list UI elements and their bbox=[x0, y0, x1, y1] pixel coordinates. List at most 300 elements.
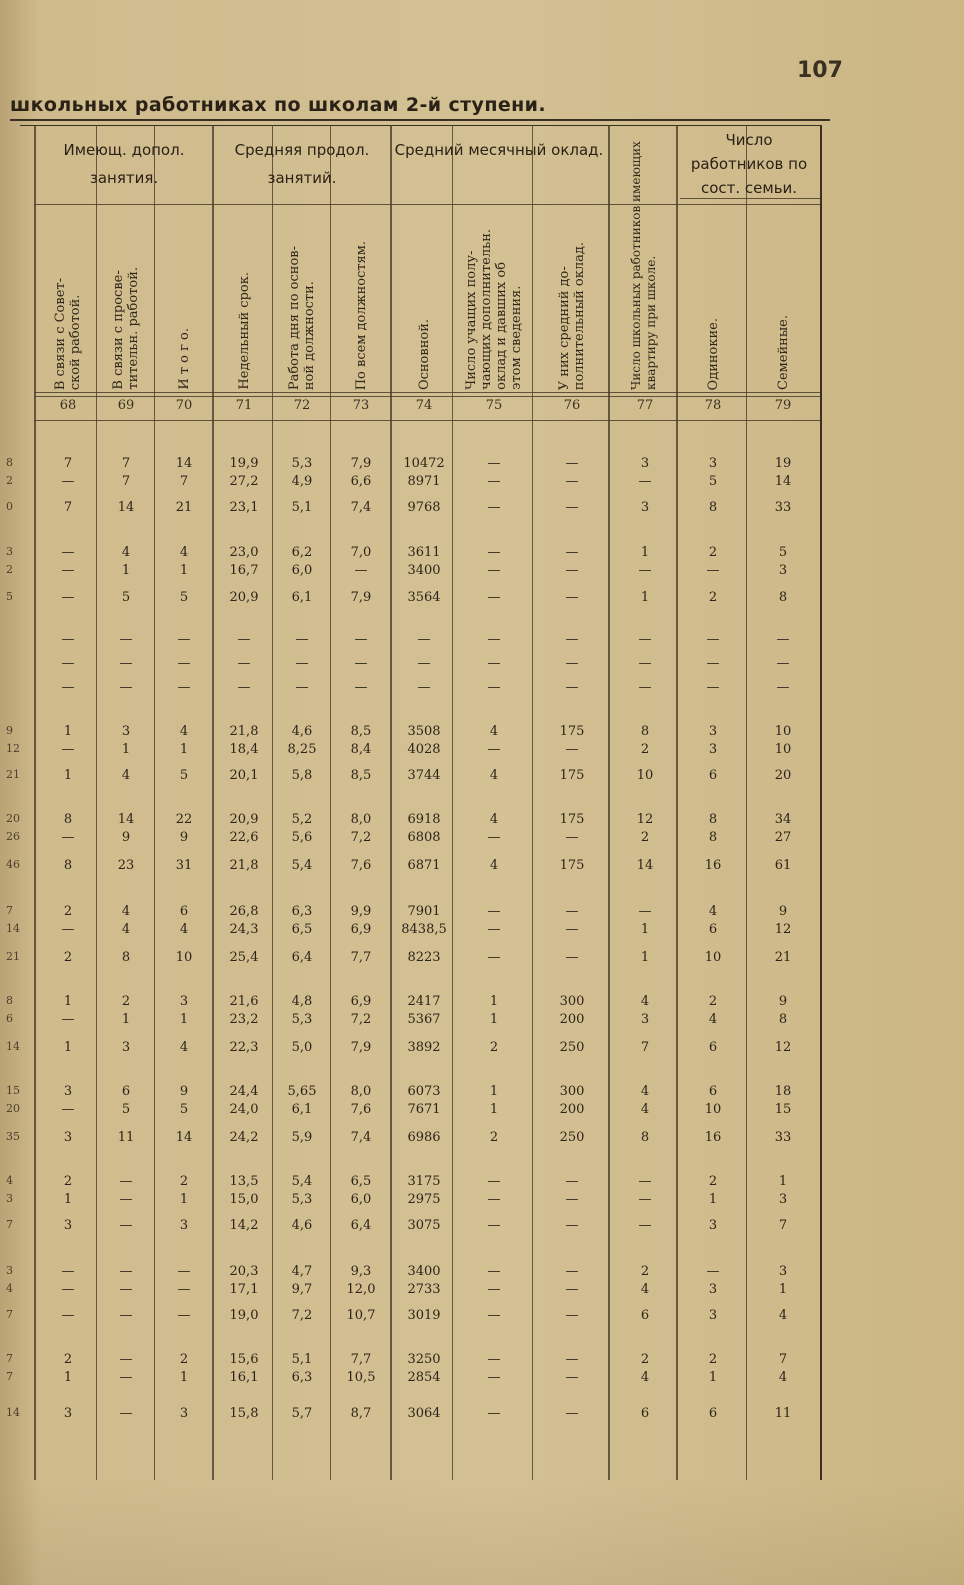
row-lead-value: 0 bbox=[6, 500, 13, 513]
table-cell: 2 bbox=[121, 994, 131, 1009]
table-cell: 4 bbox=[489, 812, 499, 827]
table-cell: 3564 bbox=[407, 590, 441, 605]
group-header-extra-work: Имеющ. допол. занятия. bbox=[63, 141, 185, 187]
table-cell: 8,25 bbox=[287, 742, 317, 757]
table-cell: — bbox=[638, 1218, 652, 1233]
table-cell: 8 bbox=[708, 830, 718, 845]
table-cell: 19,9 bbox=[229, 456, 259, 471]
table-cell: 4 bbox=[640, 1370, 650, 1385]
table-cell: 2 bbox=[708, 1174, 718, 1189]
table-cell: — bbox=[61, 474, 75, 489]
table-cell: 3175 bbox=[407, 1174, 441, 1189]
table-cell: 6918 bbox=[407, 812, 441, 827]
table-cell: 4 bbox=[640, 1102, 650, 1117]
table-cell: 1 bbox=[640, 950, 650, 965]
table-cell: 6,6 bbox=[350, 474, 372, 489]
table-cell: — bbox=[487, 1282, 501, 1297]
table-cell: 8 bbox=[708, 500, 718, 515]
row-lead-value: 3 bbox=[6, 1264, 13, 1277]
table-cell: 4 bbox=[121, 545, 131, 560]
table-cell: 7901 bbox=[407, 904, 441, 919]
table-cell: 7,9 bbox=[350, 1040, 372, 1055]
table-cell: 2 bbox=[640, 830, 650, 845]
row-lead-value: 14 bbox=[6, 922, 20, 935]
table-cell: 18,4 bbox=[229, 742, 259, 757]
table-cell: — bbox=[119, 1406, 133, 1421]
row-lead-value: 14 bbox=[6, 1040, 20, 1053]
table-cell: — bbox=[61, 1308, 75, 1323]
table-cell: — bbox=[119, 1218, 133, 1233]
table-cell: 3508 bbox=[407, 724, 441, 739]
table-cell: 1 bbox=[179, 742, 189, 757]
table-cell: 6,4 bbox=[291, 950, 313, 965]
table-cell: 5,7 bbox=[291, 1406, 313, 1421]
table-cell: 5 bbox=[179, 768, 189, 783]
table-cell: — bbox=[487, 1352, 501, 1367]
table-cell: — bbox=[61, 656, 75, 671]
table-cell: 19,0 bbox=[229, 1308, 259, 1323]
row-lead-value: 7 bbox=[6, 1308, 13, 1321]
table-cell: 20,9 bbox=[229, 590, 259, 605]
table-cell: 13,5 bbox=[229, 1174, 259, 1189]
table-cell: 21 bbox=[175, 500, 193, 515]
table-cell: 2 bbox=[640, 742, 650, 757]
table-cell: 31 bbox=[175, 858, 193, 873]
table-cell: 2 bbox=[179, 1174, 189, 1189]
table-cell: — bbox=[565, 1192, 579, 1207]
table-cell: 2 bbox=[708, 1352, 718, 1367]
row-lead-value: 20 bbox=[6, 812, 20, 825]
table-cell: 3019 bbox=[407, 1308, 441, 1323]
table-cell: — bbox=[119, 632, 133, 647]
table-cell: 4 bbox=[778, 1370, 788, 1385]
table-cell: 5367 bbox=[407, 1012, 441, 1027]
top-rule bbox=[10, 119, 830, 121]
table-cell: 8 bbox=[708, 812, 718, 827]
table-cell: 61 bbox=[774, 858, 792, 873]
table-cell: 300 bbox=[559, 994, 585, 1009]
table-cell: 6 bbox=[708, 1040, 718, 1055]
table-cell: 2 bbox=[640, 1264, 650, 1279]
table-cell: 3 bbox=[640, 1012, 650, 1027]
table-cell: 175 bbox=[559, 724, 585, 739]
table-cell: 5 bbox=[778, 545, 788, 560]
table-cell: 5,9 bbox=[291, 1130, 313, 1145]
row-lead-value: 15 bbox=[6, 1084, 20, 1097]
table-cell: — bbox=[565, 1352, 579, 1367]
table-cell: 7,0 bbox=[350, 545, 372, 560]
table-cell: 2 bbox=[489, 1130, 499, 1145]
table-cell: 5,1 bbox=[291, 500, 313, 515]
table-cell: — bbox=[295, 632, 309, 647]
table-cell: 2 bbox=[179, 1352, 189, 1367]
table-cell: 5,2 bbox=[291, 812, 313, 827]
column-number: 72 bbox=[293, 398, 311, 413]
table-cell: 11 bbox=[117, 1130, 135, 1145]
table-cell: 7,4 bbox=[350, 1130, 372, 1145]
table-cell: 24,0 bbox=[229, 1102, 259, 1117]
table-cell: — bbox=[119, 1282, 133, 1297]
table-cell: 4 bbox=[179, 1040, 189, 1055]
table-cell: — bbox=[638, 1192, 652, 1207]
table-cell: 14 bbox=[636, 858, 654, 873]
table-cell: — bbox=[417, 656, 431, 671]
table-cell: — bbox=[565, 1282, 579, 1297]
table-cell: 12 bbox=[774, 922, 792, 937]
table-cell: 7,9 bbox=[350, 456, 372, 471]
table-cell: 1 bbox=[121, 563, 131, 578]
column-header-69: В связи с просве- тительн. работой. bbox=[111, 267, 141, 390]
table-cell: 21 bbox=[774, 950, 792, 965]
table-cell: — bbox=[638, 656, 652, 671]
table-cell: 5 bbox=[121, 1102, 131, 1117]
table-cell: 4,8 bbox=[291, 994, 313, 1009]
table-cell: — bbox=[487, 545, 501, 560]
column-number: 79 bbox=[774, 398, 792, 413]
column-number: 68 bbox=[59, 398, 77, 413]
table-cell: 8438,5 bbox=[401, 922, 447, 937]
table-cell: 3 bbox=[121, 1040, 131, 1055]
table-cell: — bbox=[487, 1174, 501, 1189]
table-cell: 2 bbox=[708, 545, 718, 560]
row-lead-value: 7 bbox=[6, 1352, 13, 1365]
table-cell: 3892 bbox=[407, 1040, 441, 1055]
table-cell: — bbox=[354, 656, 368, 671]
table-cell: 1 bbox=[489, 1084, 499, 1099]
table-cell: 4 bbox=[778, 1308, 788, 1323]
table-cell: — bbox=[487, 742, 501, 757]
table-cell: — bbox=[177, 632, 191, 647]
table-cell: — bbox=[638, 1174, 652, 1189]
table-cell: — bbox=[119, 1174, 133, 1189]
table-cell: 17,1 bbox=[229, 1282, 259, 1297]
table-cell: 1 bbox=[179, 563, 189, 578]
table-cell: 3400 bbox=[407, 563, 441, 578]
table-cell: 15,0 bbox=[229, 1192, 259, 1207]
table-cell: 3 bbox=[778, 1192, 788, 1207]
table-cell: 16,1 bbox=[229, 1370, 259, 1385]
table-cell: 2 bbox=[489, 1040, 499, 1055]
table-cell: 10,5 bbox=[346, 1370, 376, 1385]
table-cell: 1 bbox=[708, 1192, 718, 1207]
table-cell: 1 bbox=[489, 1012, 499, 1027]
table-cell: 10 bbox=[704, 1102, 722, 1117]
table-cell: — bbox=[487, 1218, 501, 1233]
row-lead-value: 2 bbox=[6, 563, 13, 576]
row-lead-value: 7 bbox=[6, 1218, 13, 1231]
column-number: 78 bbox=[704, 398, 722, 413]
table-cell: — bbox=[565, 474, 579, 489]
column-header-74: Основной. bbox=[416, 318, 432, 390]
table-cell: 24,2 bbox=[229, 1130, 259, 1145]
table-cell: 5,8 bbox=[291, 768, 313, 783]
table-cell: 2 bbox=[63, 1352, 73, 1367]
table-cell: — bbox=[706, 563, 720, 578]
table-cell: 23,2 bbox=[229, 1012, 259, 1027]
table-cell: 7 bbox=[121, 456, 131, 471]
column-header-71: Недельный срок. bbox=[236, 272, 252, 390]
table-cell: 14,2 bbox=[229, 1218, 259, 1233]
table-cell: 27 bbox=[774, 830, 792, 845]
table-cell: — bbox=[237, 680, 251, 695]
table-cell: 7 bbox=[640, 1040, 650, 1055]
table-cell: 20,3 bbox=[229, 1264, 259, 1279]
top-rule-thin bbox=[20, 125, 820, 126]
table-cell: 3 bbox=[63, 1084, 73, 1099]
table-cell: 3 bbox=[708, 1218, 718, 1233]
table-cell: 14 bbox=[175, 456, 193, 471]
table-cell: — bbox=[487, 474, 501, 489]
table-cell: — bbox=[487, 563, 501, 578]
table-cell: — bbox=[61, 1102, 75, 1117]
table-cell: 22,3 bbox=[229, 1040, 259, 1055]
table-cell: — bbox=[61, 922, 75, 937]
table-cell: 7,9 bbox=[350, 590, 372, 605]
table-cell: 175 bbox=[559, 768, 585, 783]
table-cell: 1 bbox=[179, 1192, 189, 1207]
table-cell: — bbox=[487, 1406, 501, 1421]
table-cell: — bbox=[565, 1406, 579, 1421]
table-cell: 1 bbox=[708, 1370, 718, 1385]
row-lead-value: 8 bbox=[6, 994, 13, 1007]
table-cell: 20 bbox=[774, 768, 792, 783]
table-cell: 33 bbox=[774, 1130, 792, 1145]
table-cell: — bbox=[354, 632, 368, 647]
table-cell: 200 bbox=[559, 1102, 585, 1117]
table-cell: 6 bbox=[640, 1406, 650, 1421]
table-cell: — bbox=[487, 950, 501, 965]
column-header-68: В связи с Совет- ской работой. bbox=[53, 277, 83, 390]
table-cell: 15,8 bbox=[229, 1406, 259, 1421]
table-cell: 3 bbox=[121, 724, 131, 739]
table-cell: 7 bbox=[179, 474, 189, 489]
table-cell: 3 bbox=[179, 1218, 189, 1233]
table-cell: 1 bbox=[121, 1012, 131, 1027]
row-lead-value: 4 bbox=[6, 1282, 13, 1295]
row-lead-value: 4 bbox=[6, 1174, 13, 1187]
row-lead-value: 9 bbox=[6, 724, 13, 737]
table-cell: 12,0 bbox=[346, 1282, 376, 1297]
table-cell: — bbox=[237, 656, 251, 671]
table-cell: 3250 bbox=[407, 1352, 441, 1367]
table-cell: 7,2 bbox=[350, 830, 372, 845]
table-cell: 9768 bbox=[407, 500, 441, 515]
table-cell: — bbox=[119, 656, 133, 671]
table-cell: — bbox=[61, 742, 75, 757]
table-cell: 4 bbox=[489, 768, 499, 783]
row-divider bbox=[34, 420, 820, 421]
table-cell: 34 bbox=[774, 812, 792, 827]
table-cell: 1 bbox=[63, 724, 73, 739]
table-cell: — bbox=[119, 1352, 133, 1367]
table-cell: 9 bbox=[179, 1084, 189, 1099]
table-cell: 6073 bbox=[407, 1084, 441, 1099]
table-cell: 24,3 bbox=[229, 922, 259, 937]
table-cell: 8,0 bbox=[350, 1084, 372, 1099]
table-cell: 1 bbox=[63, 1370, 73, 1385]
table-cell: 3075 bbox=[407, 1218, 441, 1233]
table-cell: — bbox=[565, 1218, 579, 1233]
table-cell: 10 bbox=[774, 742, 792, 757]
table-cell: 2 bbox=[63, 1174, 73, 1189]
table-cell: — bbox=[487, 656, 501, 671]
table-cell: 6808 bbox=[407, 830, 441, 845]
table-cell: — bbox=[61, 545, 75, 560]
table-cell: 23,0 bbox=[229, 545, 259, 560]
table-cell: 6,9 bbox=[350, 994, 372, 1009]
table-cell: 8,7 bbox=[350, 1406, 372, 1421]
table-cell: 9,7 bbox=[291, 1282, 313, 1297]
table-cell: 5,3 bbox=[291, 1192, 313, 1207]
table-cell: 22 bbox=[175, 812, 193, 827]
table-cell: — bbox=[565, 456, 579, 471]
column-header-73: По всем должностям. bbox=[353, 240, 369, 390]
table-right-border bbox=[820, 125, 822, 1480]
column-number: 77 bbox=[636, 398, 654, 413]
table-cell: 8971 bbox=[407, 474, 441, 489]
table-cell: — bbox=[565, 830, 579, 845]
table-cell: — bbox=[565, 742, 579, 757]
table-cell: 3 bbox=[708, 456, 718, 471]
table-cell: 6 bbox=[708, 1406, 718, 1421]
table-cell: 3611 bbox=[407, 545, 441, 560]
table-cell: 5 bbox=[179, 590, 189, 605]
table-cell: — bbox=[565, 1308, 579, 1323]
table-cell: 6,5 bbox=[350, 1174, 372, 1189]
row-lead-value: 3 bbox=[6, 1192, 13, 1205]
table-cell: — bbox=[487, 500, 501, 515]
table-cell: 6871 bbox=[407, 858, 441, 873]
table-cell: 6,0 bbox=[291, 563, 313, 578]
row-lead-value: 2 bbox=[6, 474, 13, 487]
table-cell: 2854 bbox=[407, 1370, 441, 1385]
table-cell: 8,5 bbox=[350, 724, 372, 739]
page-number: 107 bbox=[797, 58, 843, 83]
table-cell: — bbox=[177, 1308, 191, 1323]
row-lead-value: 3 bbox=[6, 545, 13, 558]
column-header-79: Семейные. bbox=[775, 315, 791, 390]
table-cell: 3 bbox=[708, 1308, 718, 1323]
table-cell: 1 bbox=[489, 994, 499, 1009]
table-cell: 7,6 bbox=[350, 1102, 372, 1117]
table-cell: 6 bbox=[179, 904, 189, 919]
table-cell: — bbox=[706, 1264, 720, 1279]
table-cell: 4 bbox=[708, 1012, 718, 1027]
table-cell: — bbox=[706, 632, 720, 647]
table-cell: 8,4 bbox=[350, 742, 372, 757]
table-cell: 7 bbox=[63, 500, 73, 515]
table-cell: 8223 bbox=[407, 950, 441, 965]
table-cell: 2417 bbox=[407, 994, 441, 1009]
table-cell: 6 bbox=[708, 1084, 718, 1099]
table-cell: 8 bbox=[778, 1012, 788, 1027]
table-cell: 3 bbox=[179, 1406, 189, 1421]
table-cell: — bbox=[565, 632, 579, 647]
table-cell: — bbox=[177, 1282, 191, 1297]
table-cell: 2 bbox=[63, 950, 73, 965]
column-number: 74 bbox=[415, 398, 433, 413]
table-cell: 1 bbox=[778, 1282, 788, 1297]
table-cell: 3400 bbox=[407, 1264, 441, 1279]
table-cell: 7 bbox=[121, 474, 131, 489]
table-cell: 10 bbox=[704, 950, 722, 965]
column-header-72: Работа дня по основ- ной должности. bbox=[287, 245, 317, 390]
table-cell: 3744 bbox=[407, 768, 441, 783]
table-cell: 6,0 bbox=[350, 1192, 372, 1207]
row-lead-value: 6 bbox=[6, 1012, 13, 1025]
table-cell: 16 bbox=[704, 858, 722, 873]
table-cell: 175 bbox=[559, 858, 585, 873]
table-cell: 10 bbox=[636, 768, 654, 783]
table-cell: 175 bbox=[559, 812, 585, 827]
table-cell: 1 bbox=[640, 590, 650, 605]
table-cell: — bbox=[565, 950, 579, 965]
table-cell: — bbox=[487, 590, 501, 605]
table-cell: 3064 bbox=[407, 1406, 441, 1421]
table-cell: 6986 bbox=[407, 1130, 441, 1145]
table-cell: 3 bbox=[63, 1130, 73, 1145]
table-cell: — bbox=[487, 1308, 501, 1323]
table-cell: 8,0 bbox=[350, 812, 372, 827]
table-cell: — bbox=[61, 1012, 75, 1027]
table-cell: — bbox=[61, 830, 75, 845]
table-cell: — bbox=[565, 590, 579, 605]
table-cell: 5,4 bbox=[291, 1174, 313, 1189]
table-cell: 8 bbox=[640, 1130, 650, 1145]
column-number: 73 bbox=[352, 398, 370, 413]
table-cell: 2 bbox=[708, 590, 718, 605]
group-header-family: Число работников по сост. семьи. bbox=[690, 131, 808, 197]
table-cell: 3 bbox=[708, 742, 718, 757]
table-cell: 4 bbox=[121, 922, 131, 937]
table-cell: 7671 bbox=[407, 1102, 441, 1117]
group-header-salary: Средний месячный оклад. bbox=[394, 141, 604, 159]
table-cell: 3 bbox=[63, 1406, 73, 1421]
table-cell: — bbox=[119, 1370, 133, 1385]
table-cell: — bbox=[295, 680, 309, 695]
table-cell: 24,4 bbox=[229, 1084, 259, 1099]
table-cell: 8 bbox=[640, 724, 650, 739]
table-cell: 21,6 bbox=[229, 994, 259, 1009]
table-cell: 15 bbox=[774, 1102, 792, 1117]
table-cell: 1 bbox=[179, 1370, 189, 1385]
table-cell: 250 bbox=[559, 1040, 585, 1055]
table-cell: — bbox=[706, 680, 720, 695]
table-cell: 4 bbox=[121, 768, 131, 783]
row-lead-value: 7 bbox=[6, 904, 13, 917]
table-cell: 6 bbox=[708, 922, 718, 937]
table-cell: 1 bbox=[179, 1012, 189, 1027]
table-cell: 3 bbox=[640, 500, 650, 515]
row-lead-value: 35 bbox=[6, 1130, 20, 1143]
table-cell: — bbox=[565, 500, 579, 515]
table-cell: 22,6 bbox=[229, 830, 259, 845]
table-cell: 8 bbox=[63, 812, 73, 827]
table-cell: 4,9 bbox=[291, 474, 313, 489]
table-cell: 10 bbox=[175, 950, 193, 965]
table-cell: 6 bbox=[640, 1308, 650, 1323]
table-cell: 7,4 bbox=[350, 500, 372, 515]
table-cell: 18 bbox=[774, 1084, 792, 1099]
table-cell: — bbox=[565, 922, 579, 937]
table-cell: 4 bbox=[489, 724, 499, 739]
table-cell: 7,2 bbox=[350, 1012, 372, 1027]
table-cell: 7 bbox=[778, 1218, 788, 1233]
table-cell: 10472 bbox=[403, 456, 445, 471]
table-cell: — bbox=[638, 680, 652, 695]
table-cell: — bbox=[417, 680, 431, 695]
table-cell: 2 bbox=[640, 1352, 650, 1367]
